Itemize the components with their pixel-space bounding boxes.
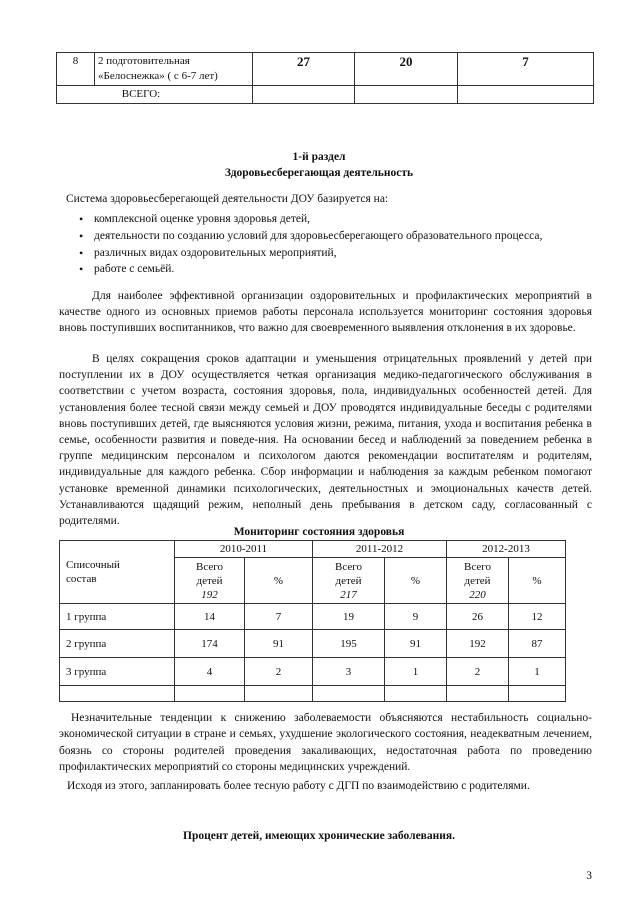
total-label: Всего: [464, 560, 491, 573]
table-cell: 26: [447, 604, 509, 630]
bullet-list: [74, 211, 592, 278]
empty-cell: [458, 86, 594, 104]
table-cell: 2: [447, 658, 509, 686]
total-label: детей: [196, 574, 223, 587]
page-number: 3: [586, 870, 592, 882]
table-row: [60, 630, 566, 658]
table-cell: 1: [385, 658, 447, 686]
table-row: [60, 541, 566, 558]
total-value: 220: [469, 588, 486, 601]
table-cell: 87: [509, 630, 566, 658]
table-row: [57, 53, 594, 86]
paragraph-adaptation: В целях сокращения сроков адаптации и уменьшения отрицательных проявлений у детей при поступлении их в ДОУ осуществляется четкая организация медико-педагогического обслуживания в соответствии с учетом возраста, состояния здоровья, пола, индивидуальных особенностей детей. Для установления более тесной связи между семьей и ДОУ проводятся индивидуальные беседы с родителями вновь поступивших детей, где выясняются условия жизни, режима, питания, ухода и воспитания ребенка в семье, особенности развития и поведе-ния. На основании бесед и наблюдений за поведением ребенка в группе медицинским персоналом и психологом даются рекомендации воспитателям и родителям, индивидуальные для каждого ребенка. Сбор информации и наблюдения за каждым ребенком помогают установке временной динамики психологических, деятельностных и эмоциональных качеств детей. Устанавливаются щадящий режим, неполный день пребывания в детском саду, согласованный с родителями.: [59, 353, 592, 528]
empty-cell: [385, 686, 447, 702]
empty-cell: [245, 686, 313, 702]
group-label: 1 группа: [60, 604, 175, 630]
count-total: 27: [253, 53, 355, 86]
table-row: [57, 86, 594, 104]
table-cell: 2: [245, 658, 313, 686]
year-header: 2010-2011: [175, 541, 313, 558]
paragraph-monitoring: Для наиболее эффективной организации оздоровительных и профилактических мероприятий в качестве одного из основных приемов работы персонала используется мониторинг состояния здоровья вновь поступивших воспитанников, что важно для своевременного выявления отклонения в их здоровье.: [59, 290, 592, 335]
group-name-line: 2 подготовительная: [98, 55, 190, 67]
table-cell: 19: [313, 604, 385, 630]
total-label: детей: [464, 574, 491, 587]
paragraph-plan: Исходя из этого, запланировать более тесную работу с ДГП по взаимодействию с родителями.: [67, 780, 530, 792]
total-label: Всего: [196, 560, 223, 573]
group-name: [95, 53, 253, 86]
total-children-cell: [313, 558, 385, 604]
row-header-line: Списочный: [66, 559, 120, 571]
count-girls: 7: [458, 53, 594, 86]
section-title: Здоровьесберегающая деятельность: [224, 167, 414, 179]
empty-cell: [253, 86, 355, 104]
chronic-diseases-title: Процент детей, имеющих хронические заболевания.: [183, 830, 455, 842]
table-row: [60, 658, 566, 686]
row-header-line: состав: [66, 573, 97, 585]
empty-cell: [447, 686, 509, 702]
table-cell: 91: [245, 630, 313, 658]
total-value: 192: [201, 588, 218, 601]
total-value: 217: [340, 588, 357, 601]
list-item: • деятельности по созданию условий для здоровьесберегающего образовательного процесса,: [74, 228, 592, 245]
table-cell: 192: [447, 630, 509, 658]
empty-cell: [313, 686, 385, 702]
section-number: 1-й раздел: [292, 151, 346, 163]
table-cell: 1: [509, 658, 566, 686]
list-item: • работе с семьёй.: [74, 261, 592, 278]
percent-header: %: [385, 558, 447, 604]
list-item: • комплексной оценке уровня здоровья детей,: [74, 211, 592, 228]
groups-table: [56, 52, 594, 104]
list-item: • различных видах оздоровительных мероприятий,: [74, 245, 592, 262]
table-cell: 12: [509, 604, 566, 630]
empty-cell: [355, 86, 458, 104]
total-label: детей: [335, 574, 362, 587]
intro-text: Система здоровьесберегающей деятельности ДОУ базируется на:: [66, 193, 389, 205]
table-cell: 14: [175, 604, 245, 630]
health-table-title: Мониторинг состояния здоровья: [233, 526, 405, 538]
health-table: [59, 540, 566, 702]
group-label: 3 группа: [60, 658, 175, 686]
table-cell: 3: [313, 658, 385, 686]
table-row: [60, 686, 566, 702]
table-cell: 9: [385, 604, 447, 630]
table-cell: 195: [313, 630, 385, 658]
group-label: 2 группа: [60, 630, 175, 658]
group-name-line: «Белоснежка» ( с 6-7 лет): [98, 70, 218, 82]
year-header: 2012-2013: [447, 541, 566, 558]
percent-header: %: [509, 558, 566, 604]
count-boys: 20: [355, 53, 458, 86]
empty-cell: [509, 686, 566, 702]
table-cell: 7: [245, 604, 313, 630]
empty-cell: [60, 686, 175, 702]
year-header: 2011-2012: [313, 541, 447, 558]
row-header-cell: [60, 541, 175, 604]
table-row: [60, 604, 566, 630]
table-cell: 174: [175, 630, 245, 658]
total-children-cell: [447, 558, 509, 604]
total-label: Всего: [335, 560, 362, 573]
total-children-cell: [175, 558, 245, 604]
total-label: ВСЕГО:: [57, 86, 253, 104]
row-number: 8: [57, 53, 95, 86]
paragraph-morbidity: Незначительные тенденции к снижению заболеваемости объясняются нестабильность социально-экономической ситуации в стране и семьях, ухудшение экологического состояния, неадекватным лечением, боязнь со стороны родителей проведения закаливающих, недостаточная работа по проведению профилактических мероприятий со стороны медицинских учреждений.: [59, 712, 592, 774]
table-cell: 4: [175, 658, 245, 686]
empty-cell: [175, 686, 245, 702]
percent-header: %: [245, 558, 313, 604]
table-cell: 91: [385, 630, 447, 658]
